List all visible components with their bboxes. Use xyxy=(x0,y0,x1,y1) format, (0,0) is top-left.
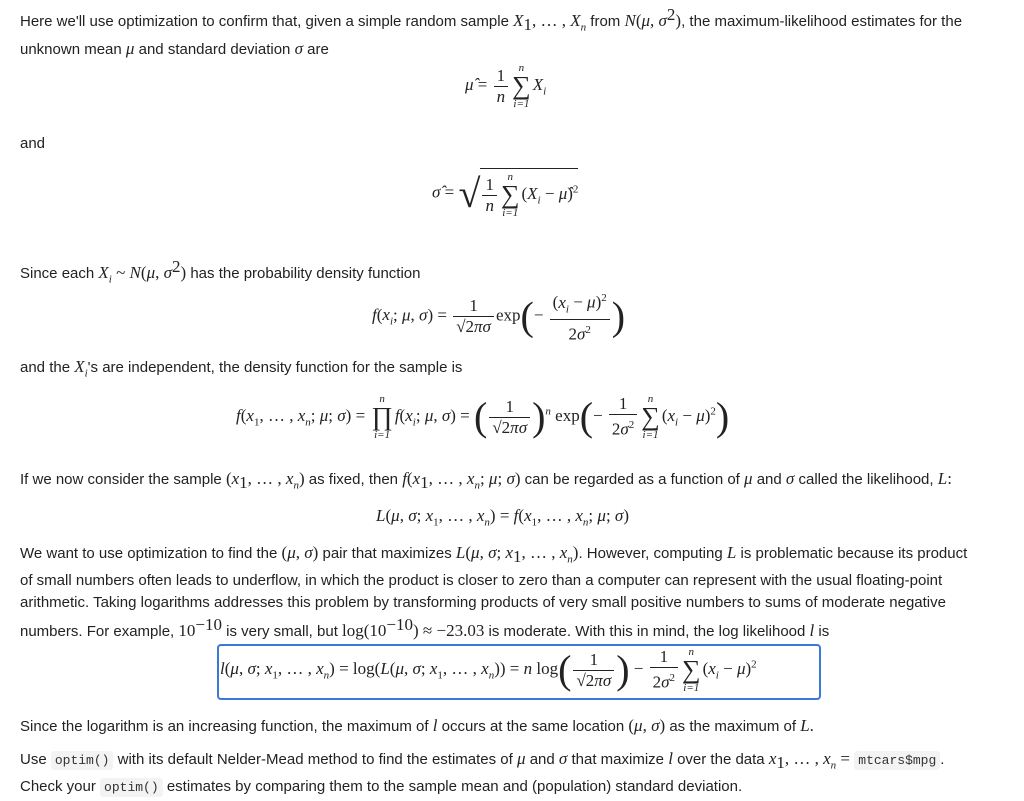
density-intro: Since each $X_i$ ~ N(μ, $\sigma^2$) has the probability density function xyxy=(20,257,421,286)
optimization-paragraph: We want to use optimization to find the (μ, σ) pair that maximizes L(μ, σ; $x_1$, … , $x_n$). However, computing L is problematic because its product of small numbers often leads to underflow, in which the product is closer to zero than a computer can represent with the usual floating-point arithmetic. Taking logarithms addresses this problem by transforming products of very small positive numbers to sums of moderate negative numbers. For example, $10^{-10}$ is very small, but $\log(10^{-10}) \approx -23.03$ is moderate. With this in mind, the log likelihood l is xyxy=(20,543,968,641)
optim-code-2: optim() xyxy=(100,778,163,797)
likelihood-equation: L(μ, σ; $x_1$, … , $x_n) = f(x_1$, … , $x_n$; μ; σ) xyxy=(376,506,629,529)
maximum-text: Since the logarithm is an increasing function, the maximum of l occurs at the same location (μ, σ) as the maximum of L. xyxy=(20,716,814,735)
log-likelihood-equation: l(μ, σ; $x_1$, … , $x_n) = \log(L(\mu$, σ; $x_1$, … , $x_n)) = n$ log( $\frac{1}{√2\pi\sigma}$ ) − $\frac{1}{2\sigma^2}$ n ∑ i=1 $(x_i - \mu)^2$ xyxy=(220,646,757,694)
likelihood-text: If we now consider the sample ($x_1$, … , $x_n$) as fixed, then $f(x_1$, … , $x_n$; μ; σ) can be regarded as a function of μ and σ called the likelihood, L: xyxy=(20,469,952,492)
mu-hat-equation: μ̂ = $\frac{1}{n}$ n ∑ i=1 $X_i$ xyxy=(465,62,547,110)
independence-text: and the $X_i's$ are independent, the density function for the sample is xyxy=(20,357,463,380)
task-instructions: Use optim() with its default Nelder-Mead method to find the estimates of μ and σ that maximize l over the data $x_1$, … , $x_n$ = mtcars$mpg . Check your optim() estimates by comparing them to the sample mean and (population) standard deviation. xyxy=(20,749,945,796)
sigma-hat-equation: σ̂ = √ $\frac{1}{n}$ n ∑ i=1 ($X_i$ − μ̂)$^2$ xyxy=(432,168,578,219)
intro-paragraph: Here we'll use optimization to confirm that, given a simple random sample $X_1$, … , $X_n$ from N(μ, $\sigma^2$), the maximum-likelihood estimates for the unknown mean μ and standard deviation σ are xyxy=(20,5,963,59)
mtcars-code: mtcars$mpg xyxy=(854,751,940,770)
joint-density-equation: $f(x_1$, … , $x_n$; μ; σ) = n ∏ i=1 $f(x_i$; μ, σ) = ( $\frac{1}{√2\pi\sigma}$ )$^n$ exp(− $\frac{1}{2\sigma^2}$ n ∑ i=1 $(x_i - \mu)^2$) xyxy=(236,393,730,441)
optim-code: optim() xyxy=(51,751,114,770)
and-text: and xyxy=(20,135,46,152)
density-equation: $f(x_i$; μ, σ) = $\frac{1}{√2\pi\sigma}$ exp(− $\frac{(x_i - \mu)^2}{2\sigma^2}$ ) xyxy=(372,288,625,345)
